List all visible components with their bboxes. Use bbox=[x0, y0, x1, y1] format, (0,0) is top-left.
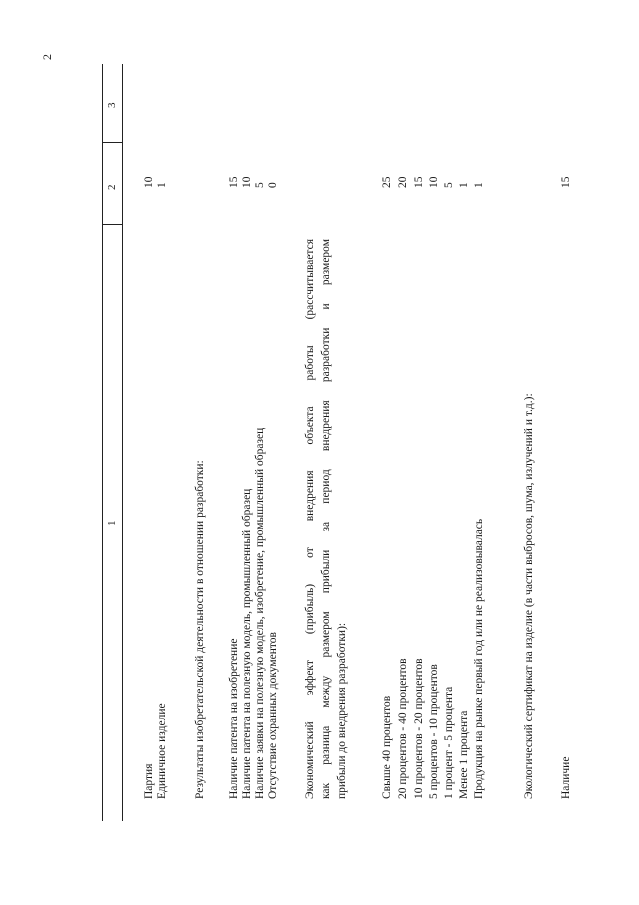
row-value: 15 bbox=[228, 176, 240, 188]
row-value: 20 bbox=[397, 176, 409, 188]
row-value: 15 bbox=[413, 176, 425, 188]
row-label: 1 процент - 5 процента bbox=[443, 686, 455, 799]
row-label: Партия bbox=[143, 763, 155, 799]
section-heading-line: Экономический эффект (прибыль) от внедрения объекта работы (рассчитывается bbox=[304, 239, 316, 799]
row-value: 1 bbox=[473, 182, 485, 188]
section-heading: Экологический сертификат на изделие (в части выбросов, шума, излучений и т.д.): bbox=[523, 393, 535, 799]
column-divider-1-2 bbox=[102, 224, 123, 225]
row-label: 5 процентов - 10 процентов bbox=[428, 664, 440, 799]
section-heading-line: прибыли до внедрения разработки): bbox=[336, 622, 348, 799]
row-value: 15 bbox=[560, 176, 572, 188]
row-label: Единичное изделие bbox=[156, 703, 168, 799]
section-heading: Результаты изобретательской деятельности в отношении разработки: bbox=[194, 460, 206, 799]
row-label: Менее 1 процента bbox=[458, 710, 470, 799]
section-heading-line: как разница между размером прибыли за период внедрения разработки и размером bbox=[320, 239, 332, 799]
page-number: 2 bbox=[40, 54, 54, 60]
row-value: 5 bbox=[254, 182, 266, 188]
row-label: Наличие bbox=[560, 756, 572, 799]
row-value: 1 bbox=[156, 182, 168, 188]
row-value: 10 bbox=[428, 176, 440, 188]
row-label: Наличие патента на полезную модель, промышленный образец bbox=[241, 488, 253, 799]
row-value: 1 bbox=[458, 182, 470, 188]
row-label: Отсутствие охранных документов bbox=[267, 632, 279, 799]
header-col-3: 3 bbox=[106, 102, 118, 108]
header-col-2: 2 bbox=[106, 184, 118, 190]
row-value: 10 bbox=[143, 176, 155, 188]
row-value: 0 bbox=[267, 182, 279, 188]
table-top-rule bbox=[102, 64, 103, 821]
row-label: Наличие заявки на полезную модель, изобретение, промышленный образец bbox=[254, 427, 266, 799]
row-label: 10 процентов - 20 процентов bbox=[413, 658, 425, 799]
row-label: Свыше 40 процентов bbox=[381, 695, 393, 799]
row-value: 10 bbox=[241, 176, 253, 188]
column-divider-2-3 bbox=[102, 142, 123, 143]
row-label: 20 процентов - 40 процентов bbox=[397, 658, 409, 799]
row-label: Наличие патента на изобретение bbox=[228, 638, 240, 799]
header-col-1: 1 bbox=[106, 520, 118, 526]
row-label: Продукция на рынке первый год или не реализовывалась bbox=[473, 518, 485, 799]
row-value: 25 bbox=[381, 176, 393, 188]
table-header-rule bbox=[122, 64, 123, 821]
row-value: 5 bbox=[443, 182, 455, 188]
